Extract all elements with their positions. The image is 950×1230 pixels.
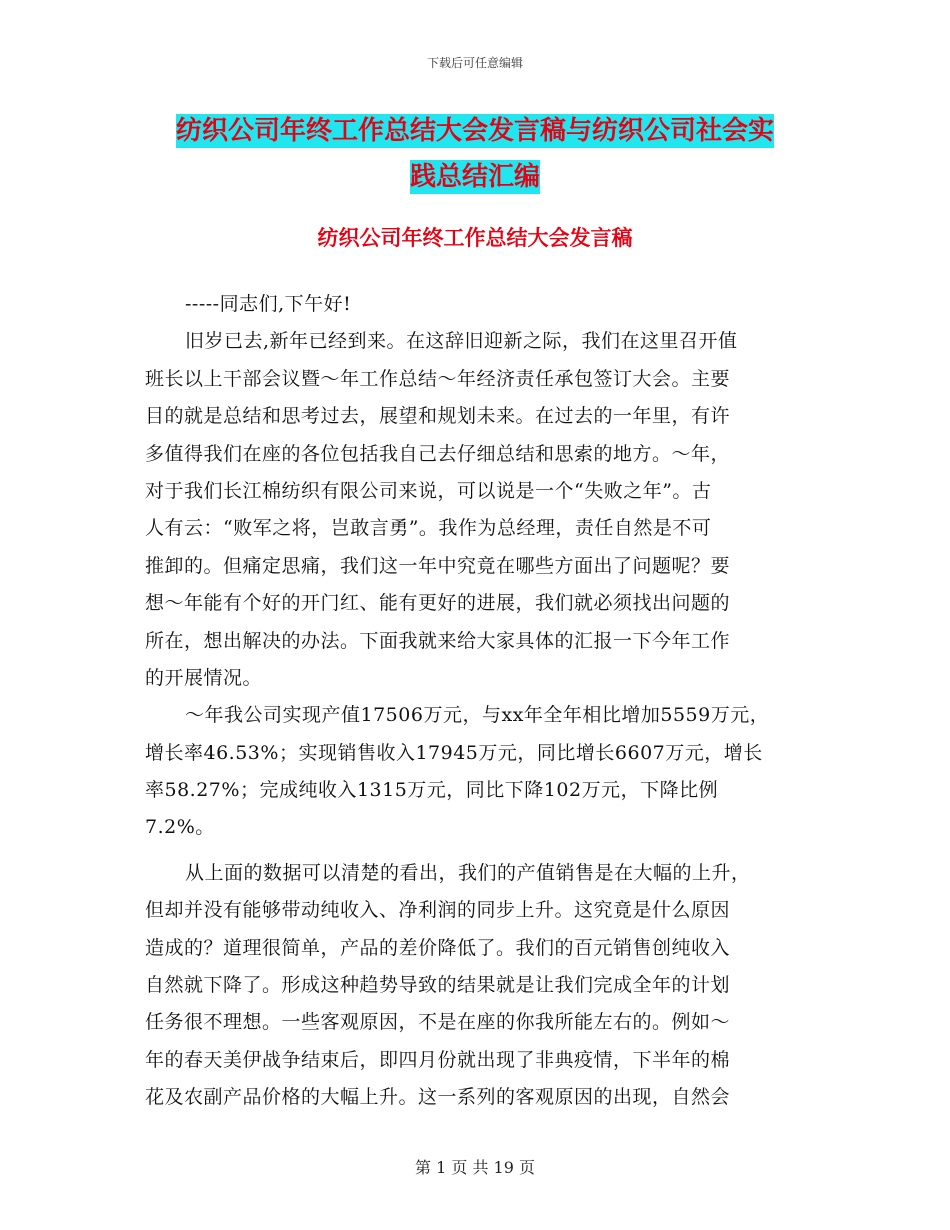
text-line: 旧岁已去,新年已经到来。在这辞旧迎新之际，我们在这里召开值 <box>185 330 738 353</box>
text-line: 增长率46.53%；实现销售收入17945万元，同比增长6607万元，增长 <box>145 741 763 764</box>
header-note: 下载后可任意编辑 <box>426 56 523 70</box>
text-line: 人有云：“败军之将，岂敢言勇”。我作为总经理，责任自然是不可 <box>145 517 712 540</box>
text-line: 年的春天美伊战争结束后，即四月份就出现了非典疫情，下半年的棉 <box>145 1048 731 1071</box>
body-text <box>145 286 810 1117</box>
section-title: 纺织公司年终工作总结大会发言稿 <box>317 226 633 250</box>
text-line: 率58.27%；完成纯收入1315万元，同比下降102万元，下降比例 <box>145 779 719 802</box>
text-line: 想～年能有个好的开门红、能有更好的进展，我们就必须找出问题的 <box>145 592 731 615</box>
text-line: -----同志们,下午好! <box>185 293 352 315</box>
text-line: 多值得我们在座的各位包括我自己去仔细总结和思索的地方。～年， <box>145 442 731 465</box>
page-footer: 第 1 页 共 19 页 <box>415 1158 535 1177</box>
text-line: ～年我公司实现产值17506万元，与xx年全年相比增加5559万元， <box>185 704 770 727</box>
paragraph-intro <box>145 323 810 697</box>
document-title-line-1: 纺织公司年终工作总结大会发言稿与纺织公司社会实 <box>175 116 774 146</box>
paragraph-greeting <box>145 286 810 323</box>
text-line: 的开展情况。 <box>145 666 263 689</box>
paragraph-analysis <box>145 855 810 1117</box>
text-line: 自然就下降了。形成这种趋势导致的结果就是让我们完成全年的计划 <box>145 974 731 997</box>
text-line: 任务很不理想。一些客观原因，不是在座的你我所能左右的。例如～ <box>145 1011 731 1034</box>
text-line: 对于我们长江棉纺织有限公司来说，可以说是一个“失败之年”。古 <box>145 479 712 502</box>
text-line: 从上面的数据可以清楚的看出，我们的产值销售是在大幅的上升， <box>185 861 751 884</box>
text-line: 花及农副产品价格的大幅上升。这一系列的客观原因的出现，自然会 <box>145 1086 731 1109</box>
document-title-line-2: 践总结汇编 <box>409 162 540 192</box>
text-line: 但却并没有能够带动纯收入、净利润的同步上升。这究竟是什么原因 <box>145 899 731 922</box>
paragraph-figures <box>145 697 810 847</box>
document-title <box>150 108 800 200</box>
text-line: 推卸的。但痛定思痛，我们这一年中究竟在哪些方面出了问题呢？要 <box>145 554 731 577</box>
text-line: 7.2%。 <box>145 816 215 839</box>
text-line: 造成的？道理很简单，产品的差价降低了。我们的百元销售创纯收入 <box>145 936 731 959</box>
text-line: 目的就是总结和思考过去，展望和规划未来。在过去的一年里，有许 <box>145 405 731 428</box>
text-line: 班长以上干部会议暨～年工作总结～年经济责任承包签订大会。主要 <box>145 367 731 390</box>
text-line: 所在，想出解决的办法。下面我就来给大家具体的汇报一下今年工作 <box>145 629 731 652</box>
